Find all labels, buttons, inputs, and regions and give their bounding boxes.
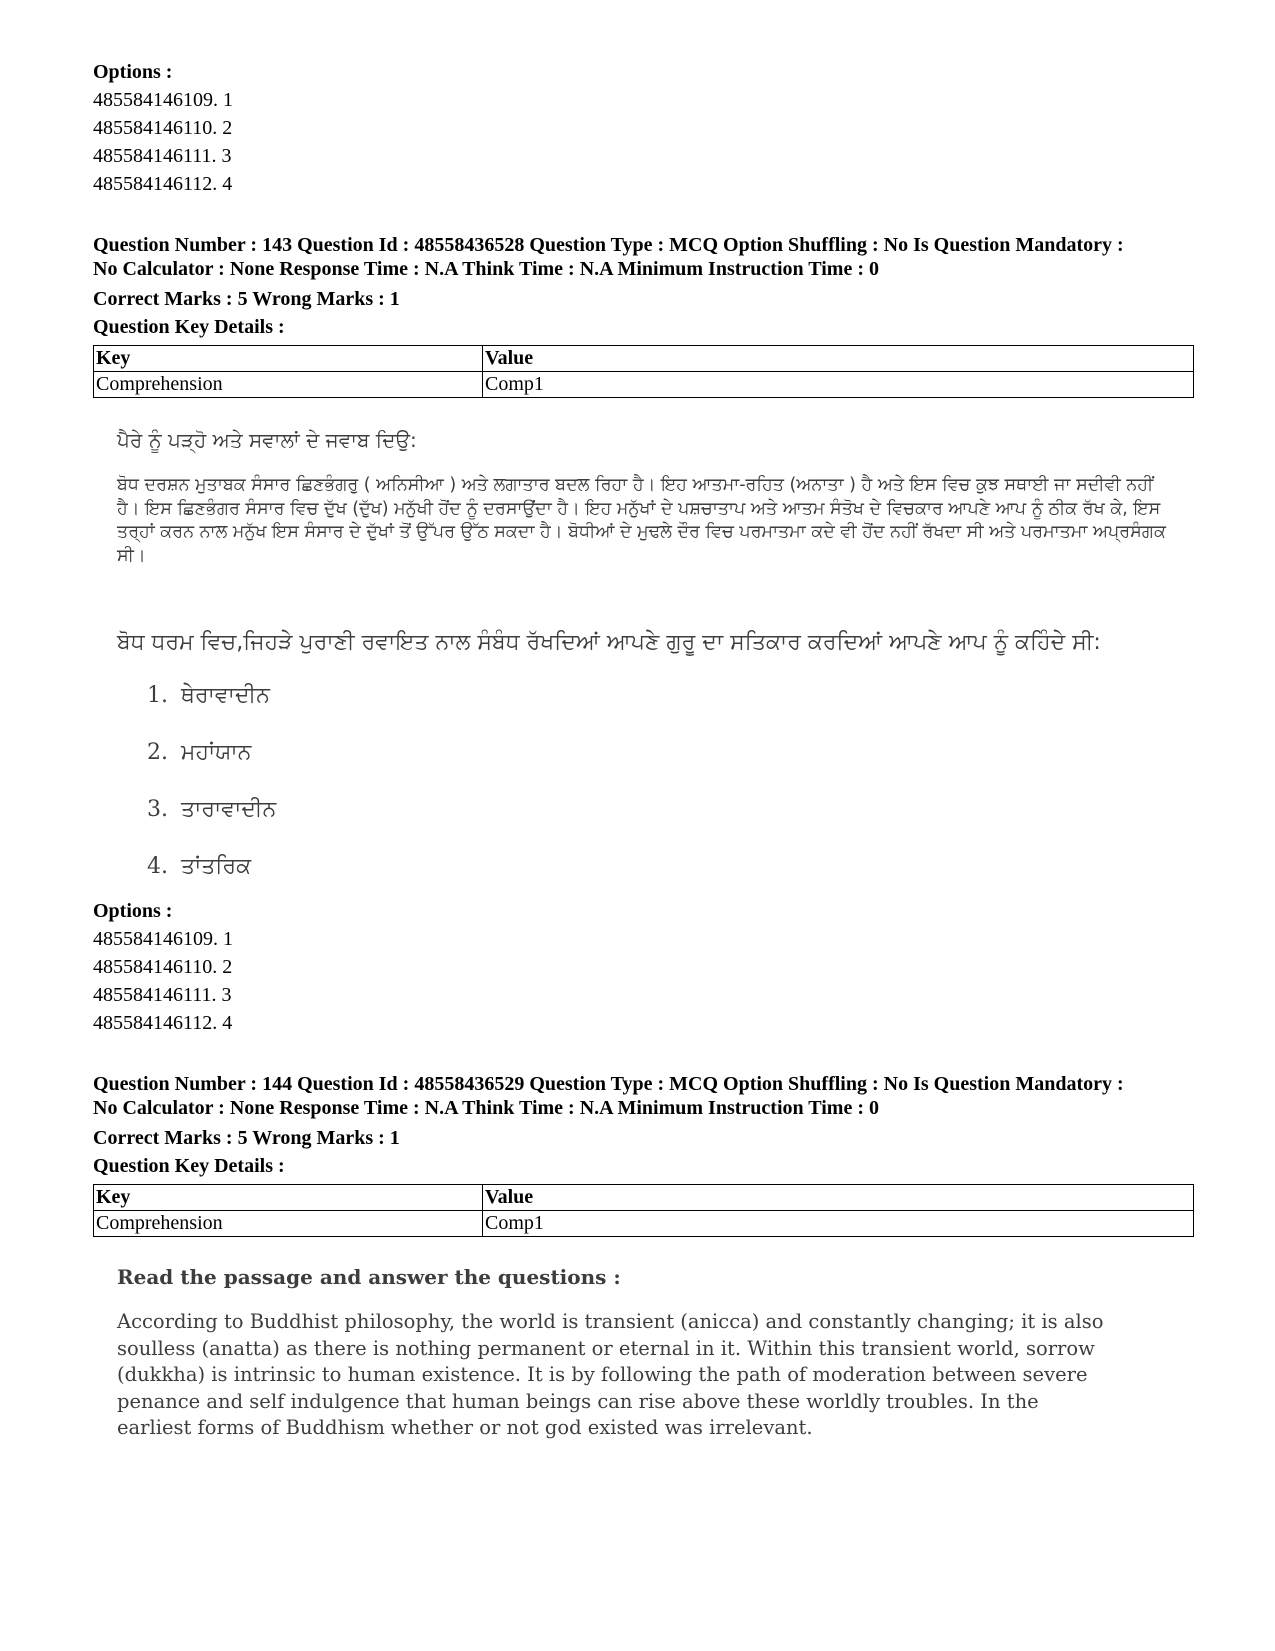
- document-page: [93, 58, 1193, 1442]
- table-header-row: [94, 1185, 1194, 1211]
- options-heading: Options :: [93, 900, 173, 922]
- table-cell-value: Comp1: [483, 1211, 1194, 1237]
- question-key-details-heading: Question Key Details :: [93, 316, 285, 338]
- answer-choice: [147, 667, 1193, 724]
- question-key-details-heading: Question Key Details :: [93, 1155, 285, 1177]
- table-header-value: Value: [483, 1185, 1194, 1211]
- passage-text: According to Buddhist philosophy, the world is transient (anicca) and constantly changing; it is also soulless (anatta) as there is nothing permanent or eternal in it. Within this transient world, sorrow (dukkha) is intrinsic to human existence. It is by following the path of moderation between severe penance and self indulgence that human beings can rise above these worldly troubles. In the earliest forms of Buddhism whether or not god existed was irrelevant.: [117, 1310, 1104, 1439]
- table-row: [94, 1211, 1194, 1237]
- option-item: 485584146111. 3: [93, 984, 232, 1006]
- question-meta-line1: Question Number : 143 Question Id : 48558436528 Question Type : MCQ Option Shuffling : No Is Question Mandatory :: [93, 234, 1124, 256]
- passage-instruction: Read the passage and answer the questions :: [117, 1265, 621, 1289]
- answer-choice-number: 4.: [147, 854, 168, 879]
- table-header-value: Value: [483, 346, 1194, 372]
- answer-choice-text: ਥੇਰਾਵਾਦੀਨ: [181, 683, 270, 708]
- table-cell-key: Comprehension: [94, 372, 483, 398]
- passage-text: ਬੋਧ ਦਰਸ਼ਨ ਮੁਤਾਬਕ ਸੰਸਾਰ ਛਿਣਭੰਗਰੁ ( ਅਨਿਸੀਆ ) ਅਤੇ ਲਗਾਤਾਰ ਬਦਲ ਰਿਹਾ ਹੈ। ਇਹ ਆਤਮਾ-ਰਹਿਤ (ਅਨਾਤਾ ) ਹੈ ਅਤੇ ਇਸ ਵਿਚ ਕੁਝ ਸਥਾਈ ਜਾ ਸਦੀਵੀ ਨਹੀਂ ਹੈ। ਇਸ ਛਿਣਭੰਗਰ ਸੰਸਾਰ ਵਿਚ ਦੁੱਖ (ਦੁੱਖ) ਮਨੁੱਖੀ ਹੋਂਦ ਨੂੰ ਦਰਸਾਉਂਦਾ ਹੈ। ਇਹ ਮਨੁੱਖਾਂ ਦੇ ਪਸ਼ਚਾਤਾਪ ਅਤੇ ਆਤਮ ਸੰਤੋਖ ਦੇ ਵਿਚਕਾਰ ਆਪਣੇ ਆਪ ਨੂੰ ਠੀਕ ਰੱਖ ਕੇ, ਇਸ ਤਰ੍ਹਾਂ ਕਰਨ ਨਾਲ ਮਨੁੱਖ ਇਸ ਸੰਸਾਰ ਦੇ ਦੁੱਖਾਂ ਤੋਂ ਉੱਪਰ ਉੱਠ ਸਕਦਾ ਹੈ। ਬੋਧੀਆਂ ਦੇ ਮੁਢਲੇ ਦੌਰ ਵਿਚ ਪਰਮਾਤਮਾ ਕਦੇ ਵੀ ਹੋਂਦ ਨਹੀਂ ਰੱਖਦਾ ਸੀ ਅਤੇ ਪਰਮਾਤਮਾ ਅਪ੍ਰਸੰਗਕ ਸੀ।: [117, 475, 1166, 566]
- options-heading: Options :: [93, 61, 173, 83]
- question-key-details-table: [93, 345, 1194, 398]
- table-header-key: Key: [94, 346, 483, 372]
- answer-choice-number: 2.: [147, 740, 168, 765]
- option-item: 485584146112. 4: [93, 1012, 233, 1034]
- answer-choice-text: ਤਾਰਾਵਾਦੀਨ: [181, 797, 277, 822]
- option-item: 485584146110. 2: [93, 956, 233, 978]
- answer-choice-text: ਤਾਂਤਰਿਕ: [181, 854, 252, 879]
- option-item: 485584146109. 1: [93, 928, 233, 950]
- answer-choice-number: 1.: [147, 683, 168, 708]
- option-item: 485584146110. 2: [93, 117, 233, 139]
- option-item: 485584146112. 4: [93, 173, 233, 195]
- question-key-details-table: [93, 1184, 1194, 1237]
- table-cell-value: Comp1: [483, 372, 1194, 398]
- answer-choice-text: ਮਹਾਂਯਾਨ: [181, 740, 252, 765]
- question-marks: Correct Marks : 5 Wrong Marks : 1: [93, 288, 400, 310]
- question-meta-line2: No Calculator : None Response Time : N.A Think Time : N.A Minimum Instruction Time : 0: [93, 258, 879, 280]
- answer-choice: [147, 781, 1193, 838]
- option-item: 485584146109. 1: [93, 89, 233, 111]
- option-item: 485584146111. 3: [93, 145, 232, 167]
- table-header-row: [94, 346, 1194, 372]
- question-144: [93, 1072, 1193, 1442]
- table-header-key: Key: [94, 1185, 483, 1211]
- question-marks: Correct Marks : 5 Wrong Marks : 1: [93, 1127, 400, 1149]
- answer-choices: [147, 667, 1193, 895]
- question-meta-line1: Question Number : 144 Question Id : 48558436529 Question Type : MCQ Option Shuffling : No Is Question Mandatory :: [93, 1073, 1124, 1095]
- answer-choice: [147, 838, 1193, 895]
- answer-choice: [147, 724, 1193, 781]
- question-143-options: [93, 897, 1193, 1037]
- table-row: [94, 372, 1194, 398]
- passage-instruction: ਪੈਰੇ ਨੂੰ ਪੜ੍ਹੋ ਅਤੇ ਸਵਾਲਾਂ ਦੇ ਜਵਾਬ ਦਿਉ:: [117, 428, 417, 452]
- answer-choice-number: 3.: [147, 797, 168, 822]
- table-cell-key: Comprehension: [94, 1211, 483, 1237]
- previous-question-options: [93, 58, 1193, 198]
- question-meta-line2: No Calculator : None Response Time : N.A Think Time : N.A Minimum Instruction Time : 0: [93, 1097, 879, 1119]
- question-text: ਬੋਧ ਧਰਮ ਵਿਚ,ਜਿਹੜੇ ਪੁਰਾਣੀ ਰਵਾਇਤ ਨਾਲ ਸੰਬੰਧ ਰੱਖਦਿਆਂ ਆਪਣੇ ਗੁਰੂ ਦਾ ਸਤਿਕਾਰ ਕਰਦਿਆਂ ਆਪਣੇ ਆਪ ਨੂੰ ਕਹਿੰਦੇ ਸੀ:: [117, 630, 1101, 655]
- question-143: [93, 233, 1193, 1037]
